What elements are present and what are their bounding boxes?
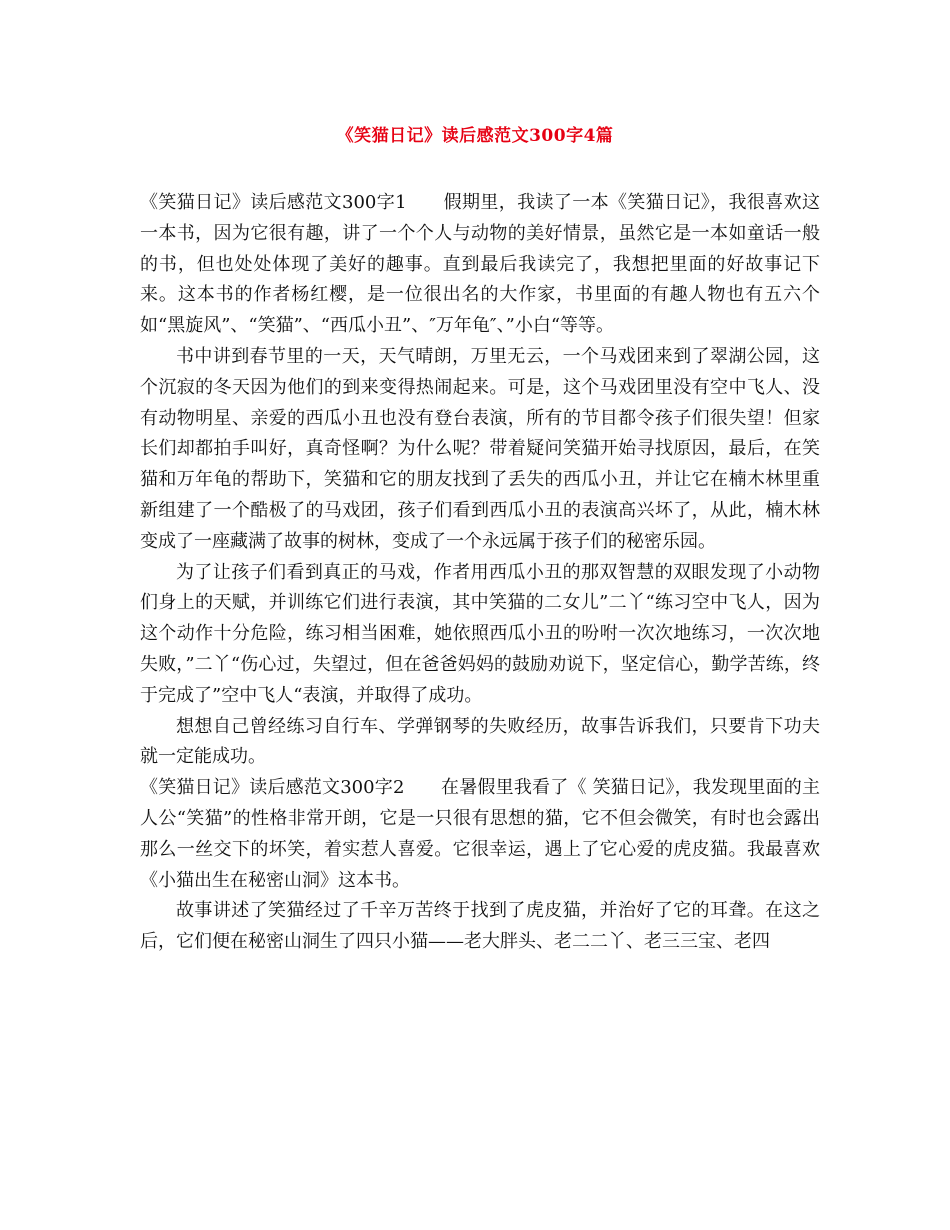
paragraph-4-text: 想想自己曾经练习自行车、学弹钢琴的失败经历，故事告诉我们，只要肯下功夫就一定能成功。 bbox=[140, 715, 820, 768]
paragraph-1 bbox=[140, 188, 820, 342]
paragraph-6 bbox=[140, 896, 820, 958]
paragraph-5-text: 在暑假里我看了《 笑猫日记》，我发现里面的主人公“笑猫”的性格非常开朗，它是一只很有思想的猫，它不但会微笑，有时也会露出那么一丝交下的坏笑，着实惹人喜爱。它很幸运，遇上了它心爱的虎皮猫。我最喜欢《小猫出生在秘密山洞》这本书。 bbox=[140, 777, 820, 891]
section-heading-1: 《笑猫日记》读后感范文300字1 bbox=[140, 192, 444, 213]
paragraph-2 bbox=[140, 342, 820, 558]
paragraph-3 bbox=[140, 558, 820, 712]
paragraph-3-text: 为了让孩子们看到真正的马戏，作者用西瓜小丑的那双智慧的双眼发现了小动物们身上的天赋，并训练它们进行表演，其中笑猫的二女儿”二丫“练习空中飞人，因为这个动作十分危险，练习相当困难，她依照西瓜小丑的吩咐一次次地练习，一次次地失败，”二丫“伤心过，失望过，但在爸爸妈妈的鼓励劝说下，坚定信心，勤学苦练，终于完成了”空中飞人“表演，并取得了成功。 bbox=[140, 561, 820, 706]
document-body bbox=[140, 188, 820, 958]
paragraph-4 bbox=[140, 712, 820, 774]
paragraph-1-text: 假期里，我读了一本《笑猫日记》，我很喜欢这一本书，因为它很有趣，讲了一个个人与动物的美好情景，虽然它是一本如童话一般的书，但也处处体现了美好的趣事。直到最后我读完了，我想把里面的好故事记下来。这本书的作者杨红樱，是一位很出名的大作家，书里面的有趣人物也有五六个如“黑旋风”、“笑猫”、“西瓜小丑”、″万年龟″、”小白“等等。 bbox=[140, 192, 820, 337]
paragraph-5 bbox=[140, 773, 820, 896]
document-title: 《笑猫日记》读后感范文300字4篇 bbox=[336, 126, 614, 146]
paragraph-6-text: 故事讲述了笑猫经过了千辛万苦终于找到了虎皮猫，并治好了它的耳聋。在这之后，它们便在秘密山洞生了四只小猫——老大胖头、老二二丫、老三三宝、老四 bbox=[140, 900, 820, 953]
section-heading-2: 《笑猫日记》读后感范文300字2 bbox=[140, 777, 442, 799]
paragraph-2-text: 书中讲到春节里的一天，天气晴朗，万里无云，一个马戏团来到了翠湖公园，这个沉寂的冬天因为他们的到来变得热闹起来。可是，这个马戏团里没有空中飞人、没有动物明星、亲爱的西瓜小丑也没有登台表演，所有的节目都令孩子们很失望！但家长们却都拍手叫好，真奇怪啊？为什么呢？带着疑问笑猫开始寻找原因，最后，在笑猫和万年龟的帮助下，笑猫和它的朋友找到了丢失的西瓜小丑，并让它在楠木林里重新组建了一个酷极了的马戏团，孩子们看到西瓜小丑的表演高兴坏了，从此，楠木林变成了一座藏满了故事的树林，变成了一个永远属于孩子们的秘密乐园。 bbox=[140, 345, 820, 552]
